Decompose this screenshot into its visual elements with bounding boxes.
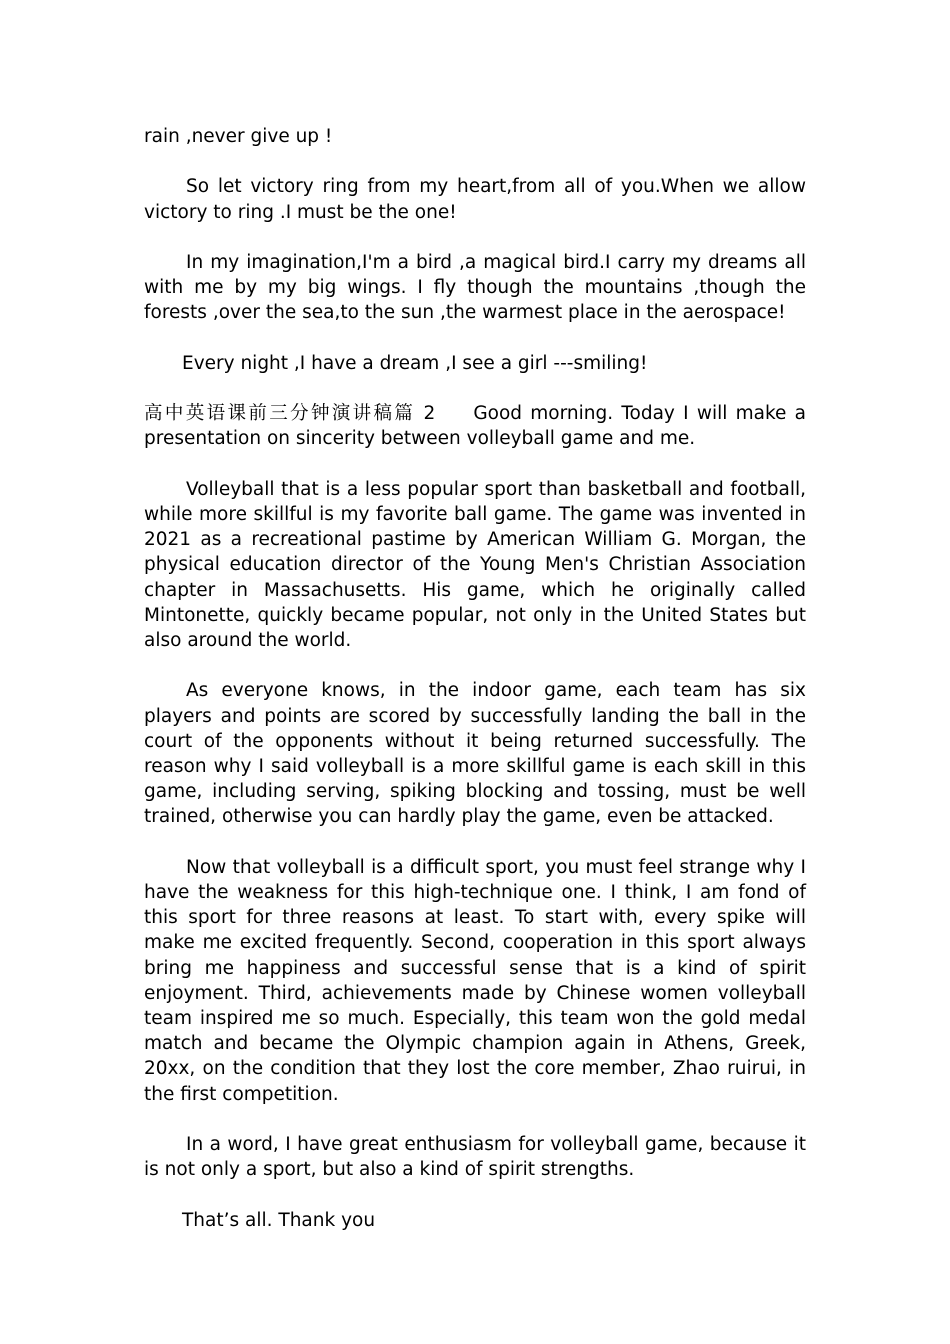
paragraph-reasons: Now that volleyball is a difficult sport, you must feel strange why I have the weakness for this high-technique one. I think, I am fond of this sport for three reasons at least. To start with, every spike will make me excited frequently. Second, cooperation in this sport always bring me happiness and successful sense that is a kind of spirit enjoyment. Third, achievements made by Chinese women volleyball team inspired me so much. Especially, this team won the gold medal match and became the Olympic champion again in Athens, Greek, 20xx, on the condition that they lost the core member, Zhao ruirui, in the first competition. — [144, 856, 806, 1105]
paragraph-imagination: In my imagination,I'm a bird ,a magical bird.I carry my dreams all with me by my big wings. I fly though the mountains ,though the forests ,over the sea,to the sun ,the warmest place in the aerospace! — [144, 251, 806, 324]
paragraph-volleyball-history: Volleyball that is a less popular sport than basketball and football, while more skillful is my favorite ball game. The game was invented in 2021 as a recreational pastime by American William G. Morgan, the physical education director of the Young Men's Christian Association chapter in Massachusetts. His game, which he originally called Mintonette, quickly became popular, not only in the United States but also around the world. — [144, 478, 806, 651]
paragraph-dream: Every night ,I have a dream ,I see a girl ---smiling! — [182, 352, 648, 374]
paragraph-indoor-game: As everyone knows, in the indoor game, each team has six players and points are scored by successfully landing the ball in the court of the opponents without it being returned successfully. The reason why I said volleyball is a more skillful game is each skill in this game, including serving, spiking blocking and tossing, must be well trained, otherwise you can hardly play the game, even be attacked. — [144, 680, 806, 828]
paragraph-victory: So let victory ring from my heart,from all of you.When we allow victory to ring .I must be the one! — [144, 176, 806, 223]
paragraph-closing: That’s all. Thank you — [182, 1209, 376, 1231]
paragraph-conclusion: In a word, I have great enthusiasm for volleyball game, because it is not only a sport, but also a kind of spirit strengths. — [144, 1134, 806, 1181]
paragraph-continuation: rain ,never give up ! — [144, 126, 333, 147]
section-title: 高中英语课前三分钟演讲稿篇 2 — [144, 403, 436, 425]
paragraph-greeting: Good morning. Today I will make a presentation on sincerity between volleyball game and me. — [144, 403, 806, 450]
section-heading-paragraph — [144, 401, 806, 451]
document-page — [144, 124, 806, 1258]
